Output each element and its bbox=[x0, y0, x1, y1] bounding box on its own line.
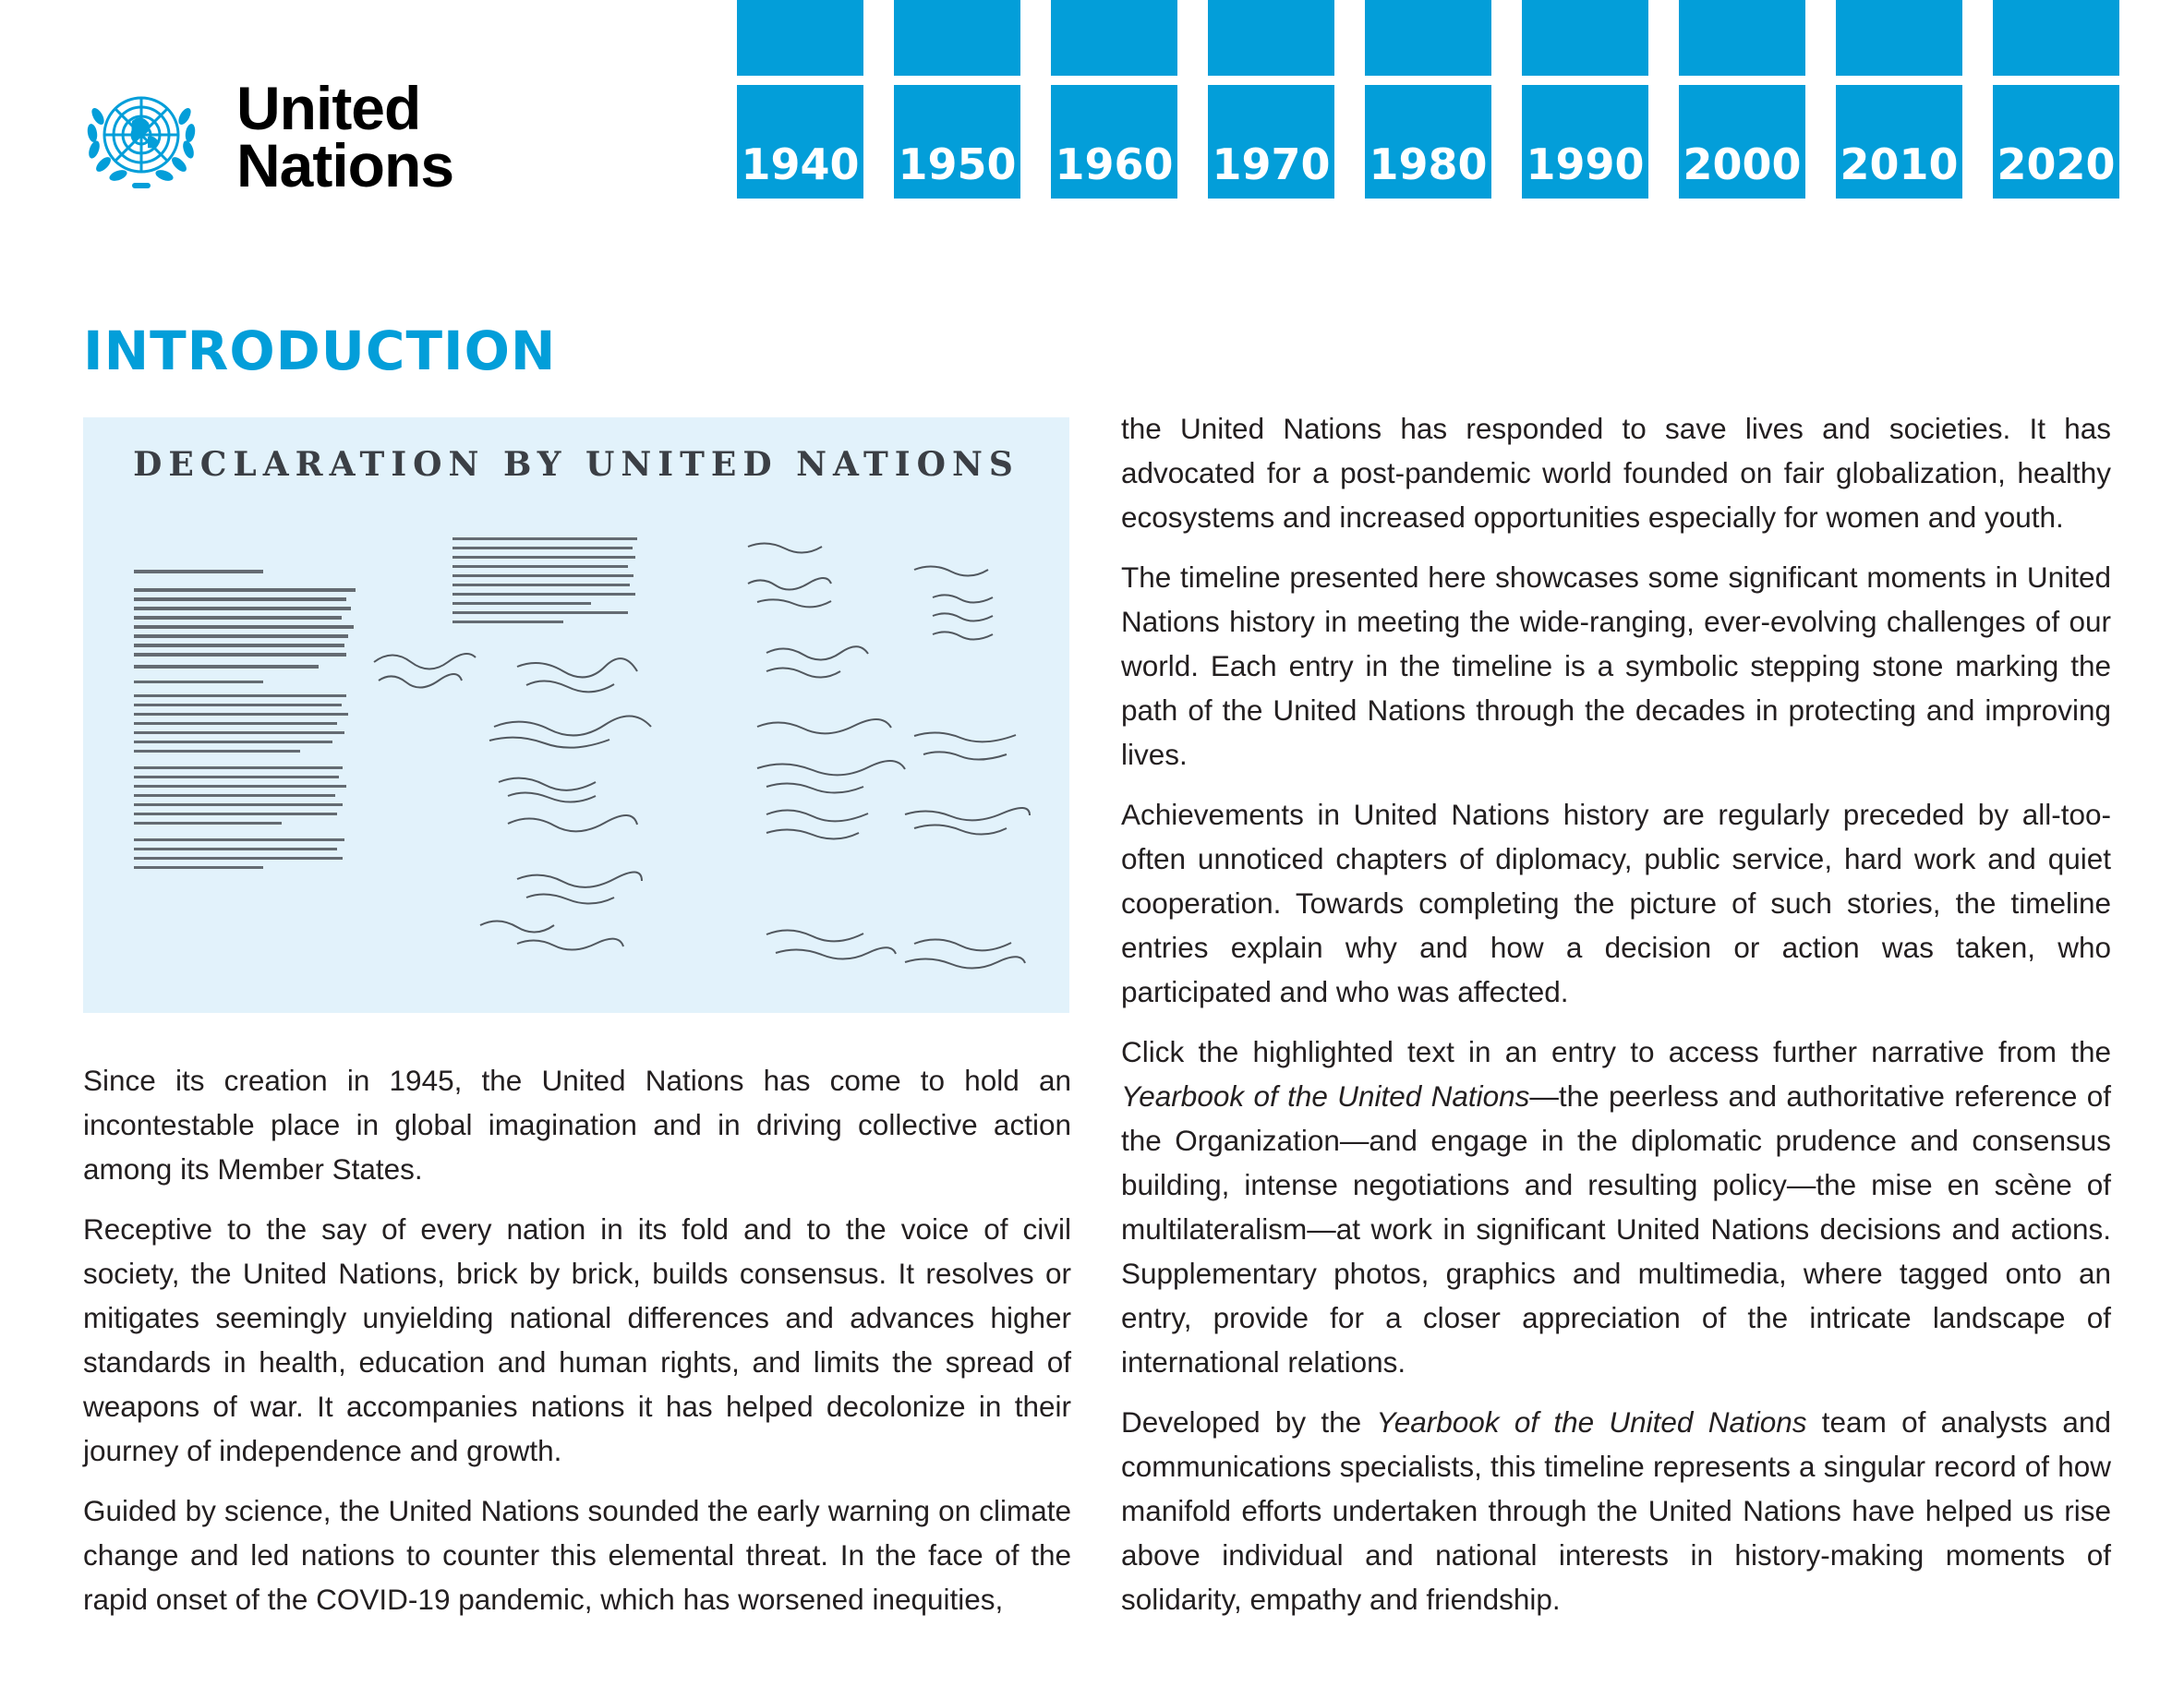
decade-label: 1950 bbox=[898, 139, 1017, 189]
intro-column-left bbox=[83, 1058, 1071, 1637]
decade-tab-2000[interactable] bbox=[1679, 0, 1805, 199]
paragraph-text: Developed by the bbox=[1121, 1405, 1377, 1439]
decade-nav bbox=[737, 0, 2122, 199]
decade-label: 1970 bbox=[1212, 139, 1331, 189]
decade-label: 2020 bbox=[1997, 139, 2116, 189]
decade-tab-2020[interactable] bbox=[1993, 0, 2119, 199]
paragraph-text: Click the highlighted text in an entry to access further narrative from the bbox=[1121, 1035, 2111, 1068]
yearbook-title: Yearbook of the United Nations bbox=[1376, 1405, 1807, 1439]
intro-column-right bbox=[1121, 406, 2111, 1637]
decade-label: 1960 bbox=[1055, 139, 1174, 189]
declaration-photo bbox=[83, 417, 1069, 1013]
un-emblem-icon bbox=[81, 79, 201, 199]
decade-tab-1990[interactable] bbox=[1522, 0, 1648, 199]
logo-line-2: Nations bbox=[236, 131, 454, 199]
intro-paragraph bbox=[1121, 1030, 2111, 1384]
decade-tab-2010[interactable] bbox=[1836, 0, 1962, 199]
logo-line-1: United bbox=[236, 74, 421, 142]
intro-paragraph bbox=[1121, 1400, 2111, 1621]
intro-paragraph: The timeline presented here showcases some significant moments in United Nations history in meeting the wide-ranging, ever-evolving challenges of our world. Each entry in the timeline is a symbolic stepping stone marking the path of the United Nations through the decades in protecting and improving lives. bbox=[1121, 560, 2111, 771]
decade-tab-1960[interactable] bbox=[1051, 0, 1177, 199]
paragraph-text: —the peerless and authoritative reference of the Organization—and engage in the diplomatic prudence and consensus building, intense negotiations and resulting policy—the mise en scène of multilateralism—at work in significant United Nations decisions and actions. Supplementary photos, graphics and multimedia, where tagged onto an entry, provide for a closer appreciation of the intricate landscape of international relations. bbox=[1121, 1079, 2111, 1379]
paragraph-text: team of analysts and communications specialists, this timeline represents a singular record of how manifold efforts undertaken through the United Nations have helped us rise above individual and national interests in history-making moments of solidarity, empathy and friendship. bbox=[1121, 1405, 2111, 1616]
decade-label: 2010 bbox=[1840, 139, 1959, 189]
decade-tab-1980[interactable] bbox=[1365, 0, 1491, 199]
intro-paragraph: the United Nations has responded to save lives and societies. It has advocated for a post-pandemic world founded on fair globalization, healthy ecosystems and increased opportunities especially for women and youth. bbox=[1121, 412, 2111, 534]
decade-tab-1950[interactable] bbox=[894, 0, 1020, 199]
decade-tab-1940[interactable] bbox=[737, 0, 863, 199]
yearbook-title: Yearbook of the United Nations bbox=[1121, 1079, 1530, 1113]
un-wordmark bbox=[236, 74, 454, 199]
intro-paragraph: Receptive to the say of every nation in its fold and to the voice of civil society, the United Nations, brick by brick, builds consensus. It resolves or mitigates seemingly unyielding national differences and advances higher standards in health, education and human rights, and limits the spread of weapons of war. It accompanies nations it has helped decolonize in their journey of independence and growth. bbox=[83, 1212, 1071, 1467]
signatures-illustration bbox=[83, 417, 1069, 1013]
photo-document-title: DECLARATION BY UNITED NATIONS bbox=[133, 445, 1020, 484]
decade-label: 2000 bbox=[1683, 139, 1802, 189]
intro-paragraph: Since its creation in 1945, the United Nations has come to hold an incontestable place in global imagination and in driving collective action among its Member States. bbox=[83, 1064, 1071, 1186]
decade-label: 1990 bbox=[1526, 139, 1645, 189]
decade-tab-1970[interactable] bbox=[1208, 0, 1334, 199]
decade-label: 1980 bbox=[1369, 139, 1488, 189]
page-title: INTRODUCTION bbox=[83, 319, 557, 382]
un-logo bbox=[81, 74, 469, 199]
intro-paragraph: Guided by science, the United Nations sounded the early warning on climate change and led nations to counter this elemental threat. In the face of the rapid onset of the COVID-19 pandemic, which has worsened inequities, bbox=[83, 1494, 1071, 1616]
intro-paragraph: Achievements in United Nations history are regularly preceded by all-too-often unnoticed chapters of diplomacy, public service, hard work and quiet cooperation. Towards completing the picture of such stories, the timeline entries explain why and how a decision or action was taken, who participated and who was affected. bbox=[1121, 798, 2111, 1008]
decade-label: 1940 bbox=[741, 139, 860, 189]
